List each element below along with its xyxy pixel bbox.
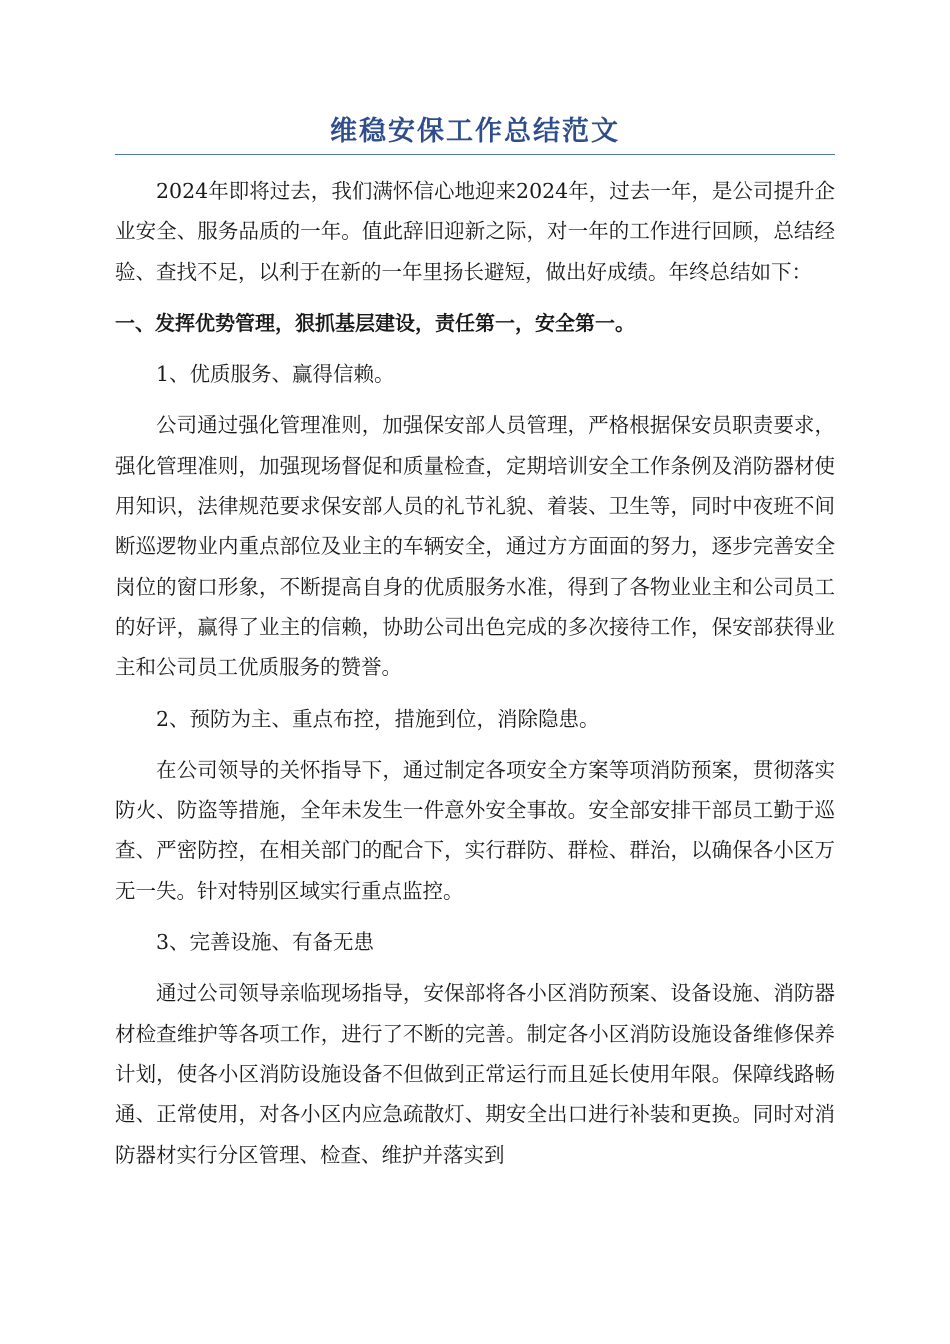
section-heading: 一、发挥优势管理，狠抓基层建设，责任第一，安全第一。 — [115, 310, 635, 335]
item-body-2: 在公司领导的关怀指导下，通过制定各项安全方案等项消防预案，贯彻落实防火、防盗等措施，全年未发生一件意外安全事故。安全部安排干部员工勤于巡查、严密防控，在相关部门的配合下，实行群防、群检、群治，以确保各小区万无一失。针对特别区域实行重点监控。 — [115, 757, 835, 903]
item-body-3: 通过公司领导亲临现场指导，安保部将各小区消防预案、设备设施、消防器材检查维护等各项工作，进行了不断的完善。制定各小区消防设施设备维修保养计划，使各小区消防设施设备不但做到正常运行而且延长使用年限。保障线路畅通、正常使用，对各小区内应急疏散灯、期安全出口进行补装和更换。同时对消防器材实行分区管理、检查、维护并落实到 — [115, 981, 835, 1167]
item-body-1: 公司通过强化管理准则，加强保安部人员管理，严格根据保安员职责要求，强化管理准则，加强现场督促和质量检查，定期培训安全工作条例及消防器材使用知识，法律规范要求保安部人员的礼节礼貌、着装、卫生等，同时中夜班不间断巡逻物业内重点部位及业主的车辆安全，通过方方面面的努力，逐步完善安全岗位的窗口形象，不断提高自身的优质服务水准，得到了各物业业主和公司员工的好评，赢得了业主的信赖，协助公司出色完成的多次接待工作，保安部获得业主和公司员工优质服务的赞誉。 — [115, 413, 835, 680]
item-heading-3: 3、完善设施、有备无患 — [156, 930, 375, 955]
intro-paragraph: 2024年即将过去，我们满怀信心地迎来2024年，过去一年，是公司提升企业安全、服务品质的一年。值此辞旧迎新之际，对一年的工作进行回顾，总结经验、查找不足，以利于在新的一年里扬长避短，做出好成绩。年终总结如下： — [115, 179, 835, 284]
document-title: 维稳安保工作总结范文 — [115, 112, 835, 155]
document-page — [115, 112, 835, 1175]
item-heading-2: 2、预防为主、重点布控，措施到位，消除隐患。 — [156, 706, 600, 731]
item-heading-1: 1、优质服务、赢得信赖。 — [156, 362, 395, 387]
